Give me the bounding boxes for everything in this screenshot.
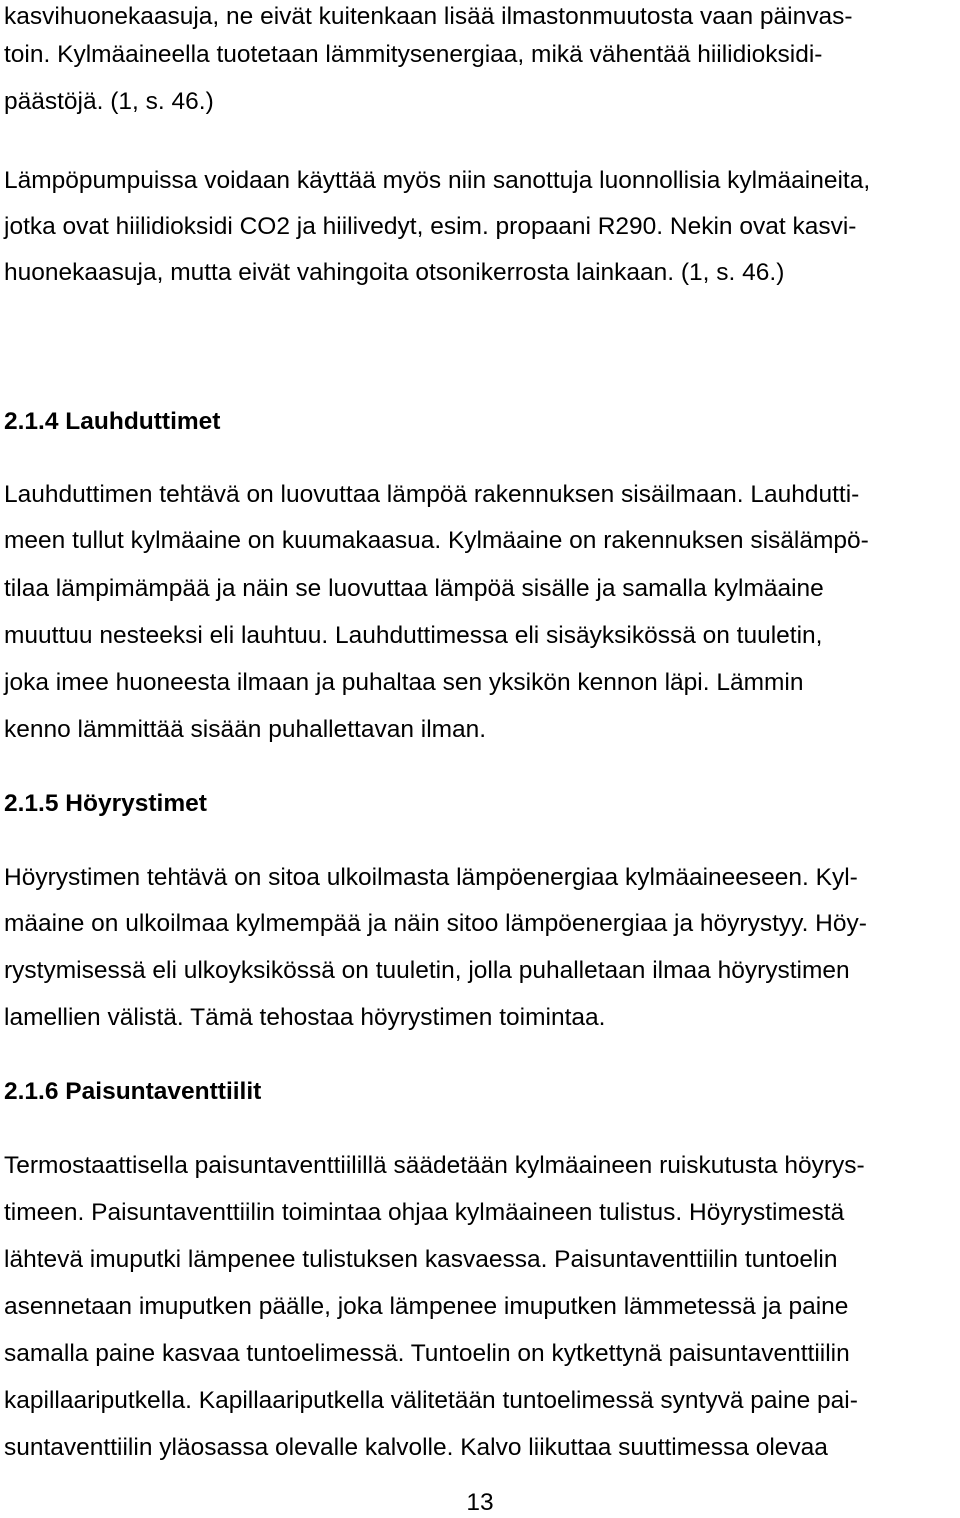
paragraph-line: toin. Kylmäaineella tuotetaan lämmitysenergiaa, mikä vähentää hiilidioksidi- [4, 41, 823, 68]
paragraph-line: Höyrystimen tehtävä on sitoa ulkoilmasta lämpöenergiaa kylmäaineeseen. Kyl- [4, 864, 858, 891]
paragraph-line: jotka ovat hiilidioksidi CO2 ja hiilivedyt, esim. propaani R290. Nekin ovat kasvi- [4, 213, 857, 240]
paragraph-line: tilaa lämpimämpää ja näin se luovuttaa lämpöä sisälle ja samalla kylmäaine [4, 575, 824, 602]
paragraph-line: suntaventtiilin yläosassa olevalle kalvolle. Kalvo liikuttaa suuttimessa olevaa [4, 1434, 828, 1461]
section-heading: 2.1.6 Paisuntaventtiilit [4, 1078, 262, 1105]
paragraph-line: timeen. Paisuntaventtiilin toimintaa ohjaa kylmäaineen tulistus. Höyrystimestä [4, 1199, 845, 1226]
section-heading: 2.1.4 Lauhduttimet [4, 408, 221, 435]
paragraph-line: lähtevä imuputki lämpenee tulistuksen kasvaessa. Paisuntaventtiilin tuntoelin [4, 1246, 838, 1273]
paragraph-line: Lauhduttimen tehtävä on luovuttaa lämpöä rakennuksen sisäilmaan. Lauhdutti- [4, 481, 860, 508]
paragraph-line: rystymisessä eli ulkoyksikössä on tuuletin, jolla puhalletaan ilmaa höyrystimen [4, 957, 850, 984]
paragraph-line: muuttuu nesteeksi eli lauhtuu. Lauhduttimessa eli sisäyksikössä on tuuletin, [4, 622, 823, 649]
paragraph-line: meen tullut kylmäaine on kuumakaasua. Kylmäaine on rakennuksen sisälämpö- [4, 527, 869, 554]
paragraph-line: lamellien välistä. Tämä tehostaa höyrystimen toimintaa. [4, 1004, 606, 1031]
page-number: 13 [466, 1489, 494, 1516]
paragraph-line: huonekaasuja, mutta eivät vahingoita otsonikerrosta lainkaan. (1, s. 46.) [4, 259, 785, 286]
paragraph-line: kenno lämmittää sisään puhallettavan ilman. [4, 716, 487, 743]
paragraph-line: päästöjä. (1, s. 46.) [4, 88, 214, 115]
paragraph-line: Termostaattisella paisuntaventtiilillä säädetään kylmäaineen ruiskutusta höyrys- [4, 1152, 865, 1179]
paragraph-line: asennetaan imuputken päälle, joka lämpenee imuputken lämmetessä ja paine [4, 1293, 849, 1320]
paragraph-line: samalla paine kasvaa tuntoelimessä. Tuntoelin on kytkettynä paisuntaventtiilin [4, 1340, 850, 1367]
paragraph-line: joka imee huoneesta ilmaan ja puhaltaa sen yksikön kennon läpi. Lämmin [4, 669, 804, 696]
section-heading: 2.1.5 Höyrystimet [4, 790, 207, 817]
paragraph-line: kasvihuonekaasuja, ne eivät kuitenkaan lisää ilmastonmuutosta vaan päinvas- [4, 3, 853, 30]
paragraph-line: mäaine on ulkoilmaa kylmempää ja näin sitoo lämpöenergiaa ja höyrystyy. Höy- [4, 910, 867, 937]
paragraph-line: Lämpöpumpuissa voidaan käyttää myös niin sanottuja luonnollisia kylmäaineita, [4, 167, 871, 194]
paragraph-line: kapillaariputkella. Kapillaariputkella välitetään tuntoelimessä syntyvä paine pai- [4, 1387, 858, 1414]
